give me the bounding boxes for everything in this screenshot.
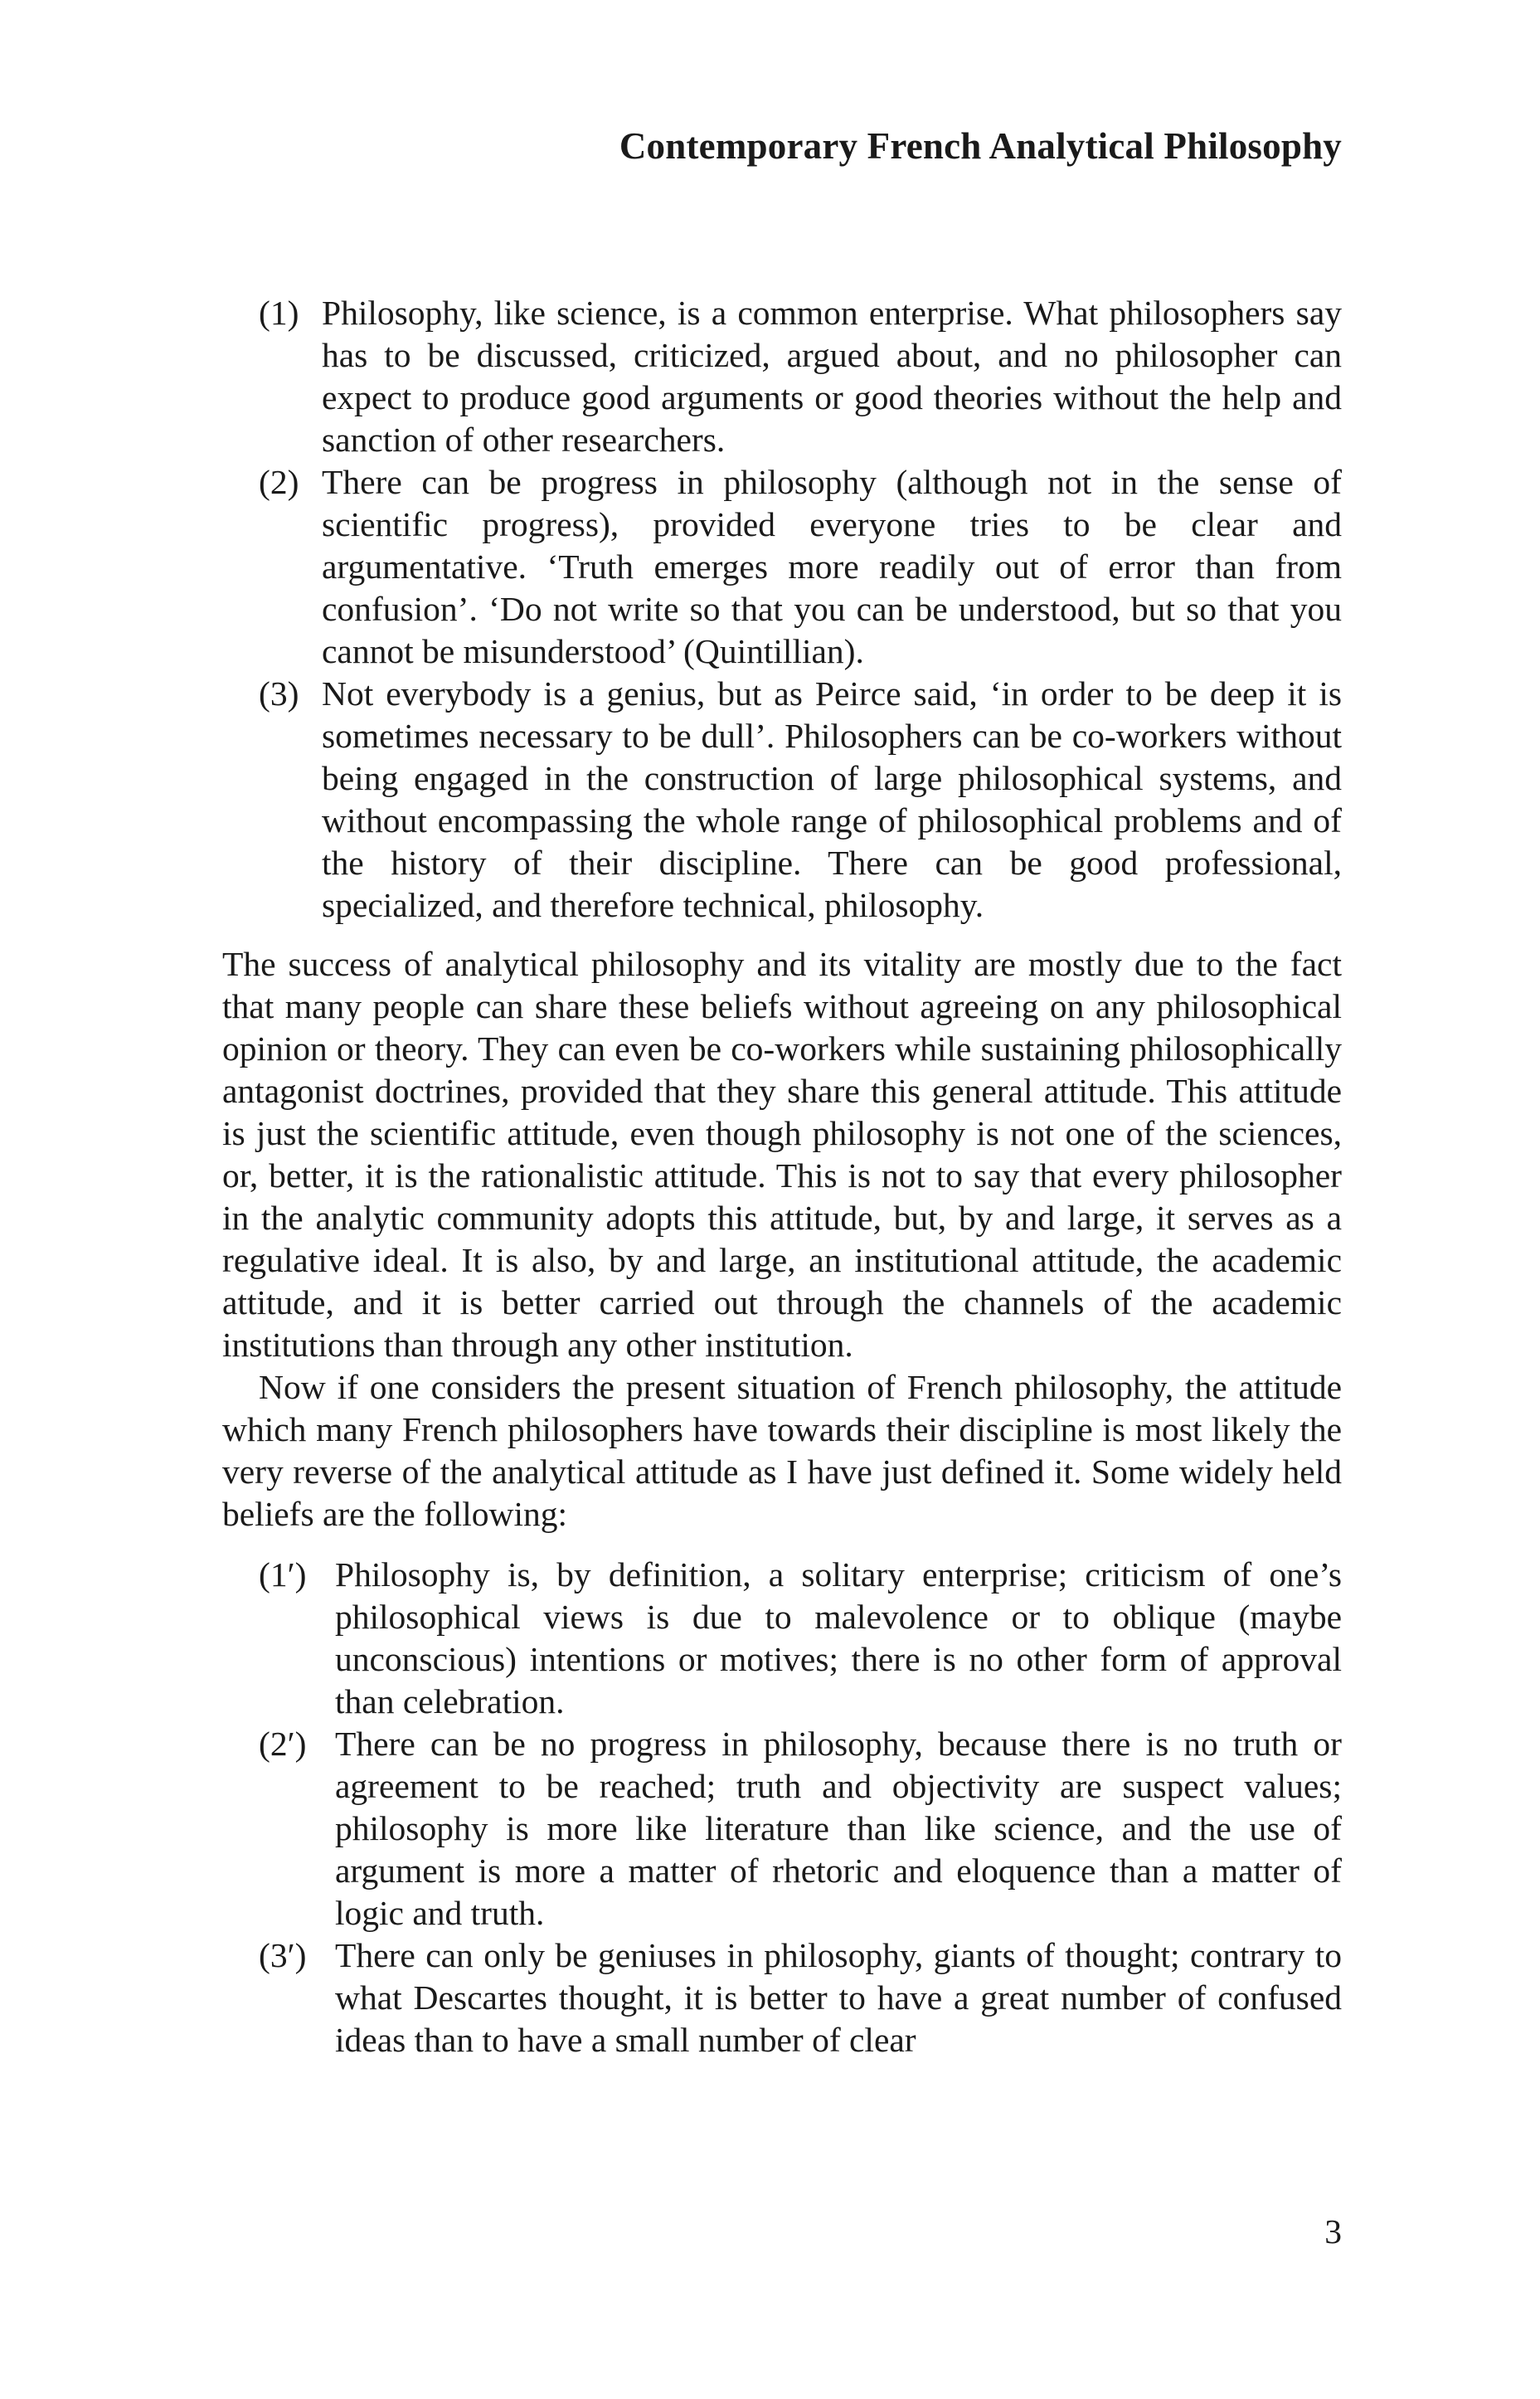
analytic-beliefs-list bbox=[222, 292, 1342, 927]
running-head-title: Contemporary French Analytical Philosophy bbox=[619, 125, 1342, 167]
list-marker: (2′) bbox=[259, 1725, 307, 1763]
list-marker: (3′) bbox=[259, 1936, 307, 1974]
page-number: 3 bbox=[1324, 2212, 1342, 2251]
list-marker: (1) bbox=[259, 294, 299, 332]
list-item-text: Philosophy is, by definition, a solitary enterprise; criticism of one’s philosophical views is due to malevolence or to oblique (maybe unconscious) intentions or motives; there is no other form of approval than celebration. bbox=[335, 1555, 1342, 1720]
list-item bbox=[222, 1554, 1342, 1723]
list-item bbox=[222, 292, 1342, 461]
body-paragraph: Now if one considers the present situation of French philosophy, the attitude which many French philosophers have towards their discipline is most likely the very reverse of the analytical attitude as I have just defined it. Some widely held beliefs are the following: bbox=[222, 1368, 1342, 1533]
list-item bbox=[222, 1934, 1342, 2061]
list-item bbox=[222, 673, 1342, 927]
list-item-text: There can only be geniuses in philosophy, giants of thought; contrary to what Descartes thought, it is better to have a great number of confused ideas than to have a small number of clear bbox=[335, 1936, 1342, 2059]
french-beliefs-list bbox=[222, 1554, 1342, 2061]
list-item bbox=[222, 1723, 1342, 1934]
list-item-text: Not everybody is a genius, but as Peirce said, ‘in order to be deep it is sometimes necessary to be dull’. Philosophers can be co-workers without being engaged in the construction of large philosophical systems, and without encompassing the whole range of philosophical problems and of the history of their discipline. There can be good professional, specialized, and therefore technical, philosophy. bbox=[322, 674, 1342, 924]
page-body bbox=[222, 292, 1342, 2061]
list-item-text: There can be no progress in philosophy, because there is no truth or agreement to be reached; truth and objectivity are suspect values; philosophy is more like literature than like science, and the use of argument is more a matter of rhetoric and eloquence than a matter of logic and truth. bbox=[335, 1725, 1342, 1932]
list-marker: (2) bbox=[259, 463, 299, 501]
list-item-text: There can be progress in philosophy (although not in the sense of scientific progress), provided everyone tries to be clear and argumentative. ‘Truth emerges more readily out of error than from confusion’. ‘Do not write so that you can be understood, but so that you cannot be misunderstood’ (Quintillian). bbox=[322, 463, 1342, 670]
book-page bbox=[222, 0, 1342, 2399]
list-item-text: Philosophy, like science, is a common enterprise. What philosophers say has to be discussed, criticized, argued about, and no philosopher can expect to produce good arguments or good theories without the help and sanction of other researchers. bbox=[322, 294, 1342, 459]
list-item bbox=[222, 461, 1342, 673]
body-paragraph: The success of analytical philosophy and its vitality are mostly due to the fact that many people can share these beliefs without agreeing on any philosophical opinion or theory. They can even be co-workers while sustaining philosophically antagonist doctrines, provided that they share this general attitude. This attitude is just the scientific attitude, even though philosophy is not one of the sciences, or, better, it is the rationalistic attitude. This is not to say that every philosopher in the analytic community adopts this attitude, but, by and large, it serves as a regulative ideal. It is also, by and large, an institutional attitude, the academic attitude, and it is better carried out through the channels of the academic institutions than through any other institution. bbox=[222, 945, 1342, 1364]
list-marker: (3) bbox=[259, 674, 299, 713]
list-marker: (1′) bbox=[259, 1555, 307, 1594]
